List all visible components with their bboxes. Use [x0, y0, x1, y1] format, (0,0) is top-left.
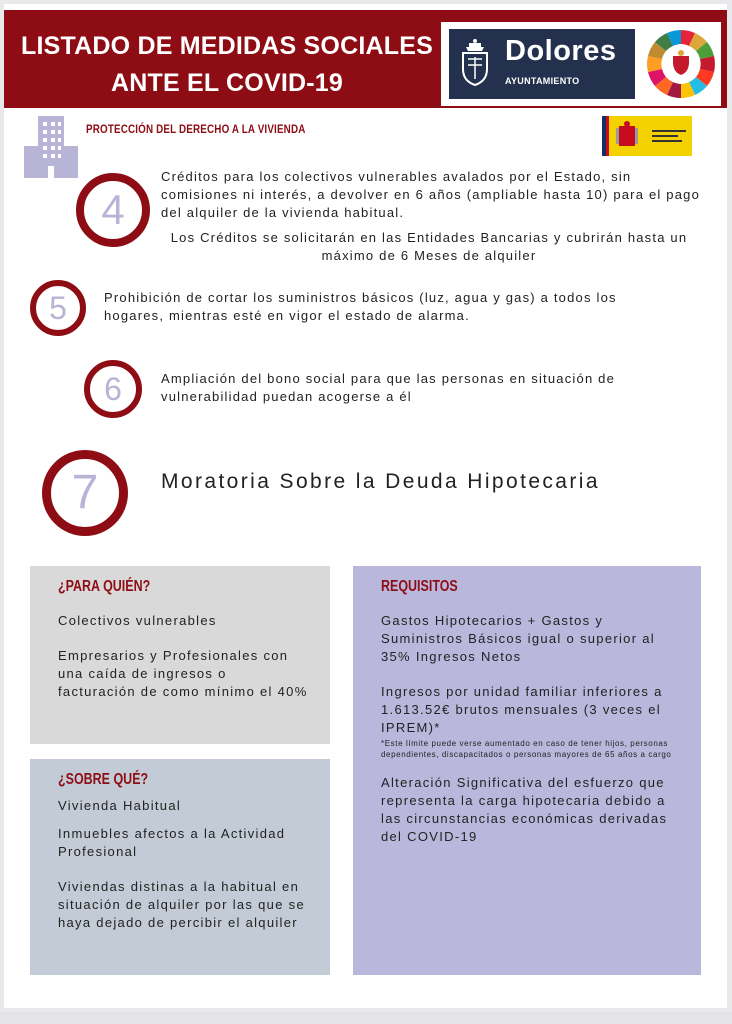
sobre-que-title: ¿SOBRE QUÉ?: [58, 771, 149, 788]
building-icon: [24, 116, 80, 178]
requisitos-item: Gastos Hipotecarios + Gastos y Suministros Básicos igual o superior al 35% Ingresos Netos: [381, 613, 655, 664]
town-subtitle: AYUNTAMIENTO: [505, 76, 580, 86]
logo-box: [441, 22, 721, 106]
page-title-line1: LISTADO DE MEDIDAS SOCIALES: [21, 32, 433, 60]
town-name: Dolores: [505, 35, 617, 67]
sdg-wheel-icon: [645, 28, 717, 100]
header-banner: [4, 10, 727, 108]
gobierno-espana-logo: [602, 116, 692, 156]
para-quien-panel: [30, 566, 330, 744]
measure-5-text: Prohibición de cortar los suministros básicos (luz, agua y gas) a todos los hogares, mientras esté en vigor el estado de alarma.: [104, 290, 617, 323]
measure-6-number: 6: [84, 360, 142, 418]
sobre-que-item: Vivienda Habitual: [58, 798, 182, 813]
section-title: PROTECCIÓN DEL DERECHO A LA VIVIENDA: [86, 122, 306, 136]
measure-5-number: 5: [30, 280, 86, 336]
measure-4-note: Los Créditos se solicitarán en las Entidades Bancarias y cubrirán hasta un máximo de 6 Meses de alquiler: [170, 230, 688, 263]
page-bottom-edge: [0, 1012, 732, 1024]
measure-4-text: Créditos para los colectivos vulnerables avalados por el Estado, sin comisiones ni interés, a devolver en 6 años (ampliable hasta 10) para el pago del alquiler de la vivienda habitual.: [161, 169, 700, 220]
para-quien-title: ¿PARA QUIÉN?: [58, 578, 151, 595]
measure-4-number: 4: [76, 173, 150, 247]
para-quien-item: Empresarios y Profesionales con una caída de ingresos o facturación de como mínimo el 40%: [58, 648, 308, 699]
measure-7-number: 7: [42, 450, 128, 536]
sobre-que-panel: [30, 759, 330, 975]
infographic-page: [4, 4, 727, 1008]
requisitos-panel: [353, 566, 701, 975]
sobre-que-item: Viviendas distinas a la habitual en situación de alquiler por las que se haya dejado de percibir el alquiler: [58, 879, 305, 930]
requisitos-title: REQUISITOS: [381, 578, 458, 595]
para-quien-item: Colectivos vulnerables: [58, 613, 217, 628]
town-shield-icon: [457, 37, 493, 91]
requisitos-item: Alteración Significativa del esfuerzo que representa la carga hipotecaria debido a las circunstancias económicas derivadas del COVID-19: [381, 775, 668, 844]
measure-7-text: Moratoria Sobre la Deuda Hipotecaria: [161, 470, 600, 493]
page-title: [12, 28, 442, 102]
ayuntamiento-logo: [449, 29, 635, 99]
sobre-que-item: Inmuebles afectos a la Actividad Profesional: [58, 826, 286, 859]
page-title-line2: ANTE EL COVID-19: [111, 69, 343, 97]
requisitos-footnote: *Este límite puede verse aumentado en caso de tener hijos, personas dependientes, discapacitados o personas mayores de 65 años a cargo: [381, 739, 672, 759]
requisitos-item: Ingresos por unidad familiar inferiores a 1.613.52€ brutos mensuales (3 veces el IPREM)*: [381, 684, 663, 735]
measure-6-text: Ampliación del bono social para que las personas en situación de vulnerabilidad puedan acogerse a él: [161, 371, 616, 404]
